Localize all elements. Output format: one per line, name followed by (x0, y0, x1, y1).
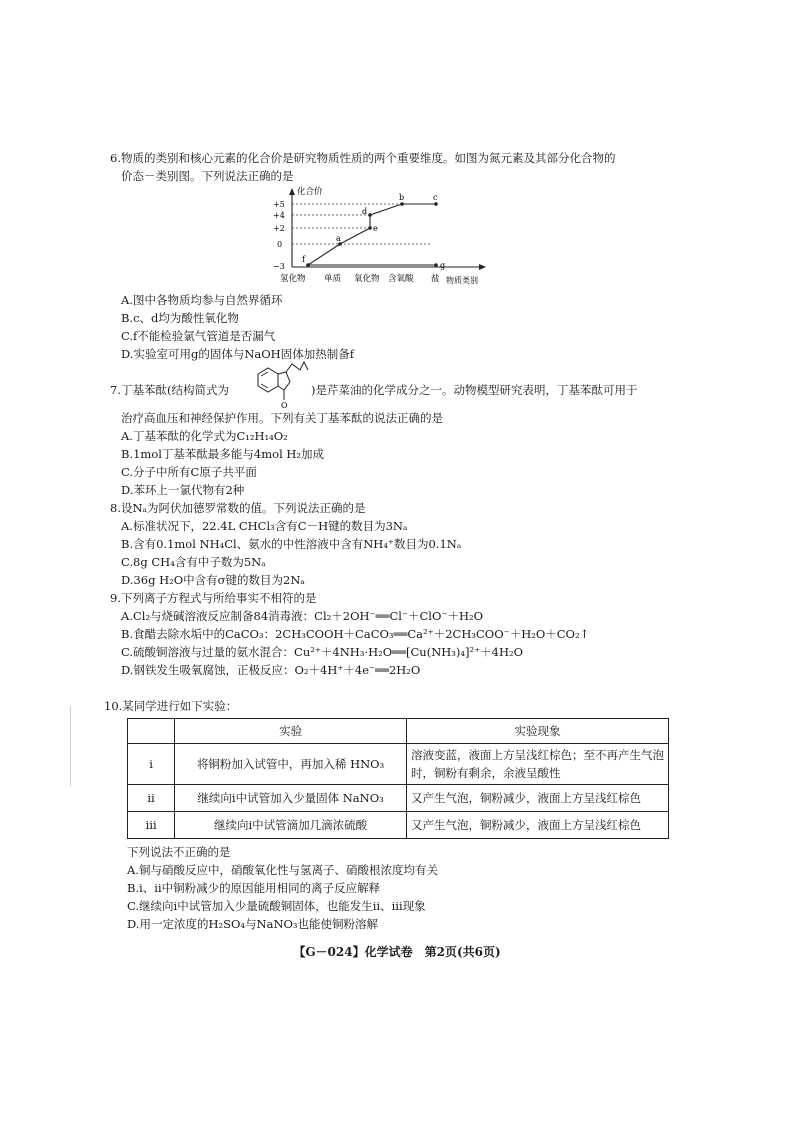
chart-xlabel: 物质类别 (446, 276, 478, 285)
xtick: 氢化物 (280, 274, 306, 284)
q7-stem-part-b: )是芹菜油的化学成分之一。动物模型研究表明，丁基苯酞可用于 (311, 383, 638, 397)
q7-option-a: A.丁基苯酞的化学式为C₁₂H₁₄O₂ (121, 429, 288, 443)
q6-option-c: C.f不能检验氯气管道是否漏气 (121, 329, 276, 343)
q8-option-a: A.标准状况下，22.4L CHCl₃含有C－H键的数目为3Nₐ (121, 519, 408, 533)
q10-stem: 10.某同学进行如下实验： (104, 699, 238, 713)
ytick: −3 (273, 262, 285, 271)
row-observation: 又产生气泡，铜粉减少，液面上方呈浅红棕色 (407, 785, 669, 812)
q8-option-d: D.36g H₂O中含有σ键的数目为2Nₐ (121, 573, 305, 587)
point-label-b: b (399, 193, 405, 202)
xtick: 氧化物 (354, 274, 380, 284)
row-observation: 又产生气泡，铜粉减少，液面上方呈浅红棕色 (407, 812, 669, 839)
row-observation: 溶液变蓝，液面上方呈浅红棕色；至不再产生气泡时，铜粉有剩余，余液呈酸性 (407, 744, 669, 785)
ytick: +2 (273, 224, 285, 233)
q10-option-b: B.ⅰ、ⅱ中铜粉减少的原因能用相同的离子反应解释 (127, 881, 381, 895)
q6-option-a: A.图中各物质均参与自然界循环 (121, 293, 283, 307)
q8-stem: 8.设Nₐ为阿伏加德罗常数的值。下列说法正确的是 (110, 501, 366, 515)
row-experiment: 将铜粉加入试管中，再加入稀 HNO₃ (175, 744, 407, 785)
q6-option-d: D.实验室可用g的固体与NaOH固体加热制备f (121, 347, 354, 361)
q8-option-c: C.8g CH₄含有中子数为5Nₐ (121, 555, 266, 569)
table-row (128, 785, 669, 812)
q6-stem-line2: 价态－类别图。下列说法正确的是 (121, 169, 294, 183)
point-label-d: d (362, 207, 368, 216)
q10-option-a: A.铜与硝酸反应中，硝酸氧化性与氢离子、硝酸根浓度均有关 (127, 863, 438, 877)
table-row (128, 744, 669, 785)
point-label-g: g (440, 261, 446, 270)
q7-option-b: B.1mol丁基苯酞最多能与4mol H₂加成 (121, 447, 325, 461)
xtick: 单质 (324, 274, 342, 284)
q6-valence-category-chart (270, 183, 495, 288)
q8-option-b: B.含有0.1mol NH₄Cl、氨水的中性溶液中含有NH₄⁺数目为0.1Nₐ (121, 537, 462, 551)
q10-option-c: C.继续向ⅰ中试管加入少量硫酸铜固体，也能发生ⅱ、ⅲ现象 (127, 899, 426, 913)
q10-experiment-table (127, 718, 669, 839)
page-footer: 【G－024】化学试卷 第2页(共6页) (293, 945, 501, 959)
ytick: +5 (273, 200, 285, 209)
point-label-e: e (373, 224, 378, 233)
table-header-row (128, 719, 669, 744)
svg-text:O: O (281, 401, 288, 410)
xtick: 含氧酸 (388, 274, 414, 284)
q10-after-table: 下列说法不正确的是 (127, 845, 231, 859)
ytick: +4 (273, 211, 285, 220)
point-label-c: c (433, 193, 438, 202)
q7-option-d: D.苯环上一氯代物有2种 (121, 483, 245, 497)
chart-ylabel: 化合价 (297, 187, 323, 197)
q7-option-c: C.分子中所有C原子共平面 (121, 465, 257, 479)
row-id: ⅱ (128, 785, 175, 812)
row-id: ⅰ (128, 744, 175, 785)
table-header-blank (128, 719, 175, 744)
q6-stem-line1: 6.物质的类别和核心元素的化合价是研究物质性质的两个重要维度。如图为氮元素及其部分化合物的 (110, 151, 616, 165)
xtick: 盐 (431, 274, 440, 284)
q10-option-d: D.用一定浓度的H₂SO₄与NaNO₃也能使铜粉溶解 (127, 917, 379, 931)
q7-stem-line2: 治疗高血压和神经保护作用。下列有关丁基苯酞的说法正确的是 (121, 411, 443, 425)
q7-stem-part-a: 7.丁基苯酞(结构简式为 (110, 383, 229, 397)
row-experiment: 继续向ⅰ中试管滴加几滴浓硫酸 (175, 812, 407, 839)
point-label-f: f (302, 255, 305, 264)
row-experiment: 继续向ⅰ中试管加入少量固体 NaNO₃ (175, 785, 407, 812)
q9-option-c: C.硫酸铜溶液与过量的氨水混合：Cu²⁺＋4NH₃·H₂O══[Cu(NH₃)₄]²⁺＋4H₂O (121, 645, 524, 659)
table-row (128, 812, 669, 839)
row-id: ⅲ (128, 812, 175, 839)
q9-stem: 9.下列离子方程式与所给事实不相符的是 (110, 591, 317, 605)
q6-option-b: B.c、d均为酸性氧化物 (121, 311, 239, 325)
q9-option-b: B.食醋去除水垢中的CaCO₃：2CH₃COOH＋CaCO₃══Ca²⁺＋2CH₃COO⁻＋H₂O＋CO₂↑ (121, 627, 590, 641)
q9-option-a: A.Cl₂与烧碱溶液反应制备84消毒液：Cl₂＋2OH⁻══Cl⁻＋ClO⁻＋H₂O (121, 609, 484, 623)
butylphthalide-structure-image (248, 360, 310, 412)
table-header-experiment: 实验 (175, 719, 407, 744)
ytick: 0 (277, 240, 283, 249)
scan-edge-mark (70, 706, 71, 786)
table-header-observation: 实验现象 (407, 719, 669, 744)
point-label-a: a (336, 234, 341, 243)
q9-option-d: D.钢铁发生吸氧腐蚀，正极反应：O₂＋4H⁺＋4e⁻══2H₂O (121, 663, 421, 677)
